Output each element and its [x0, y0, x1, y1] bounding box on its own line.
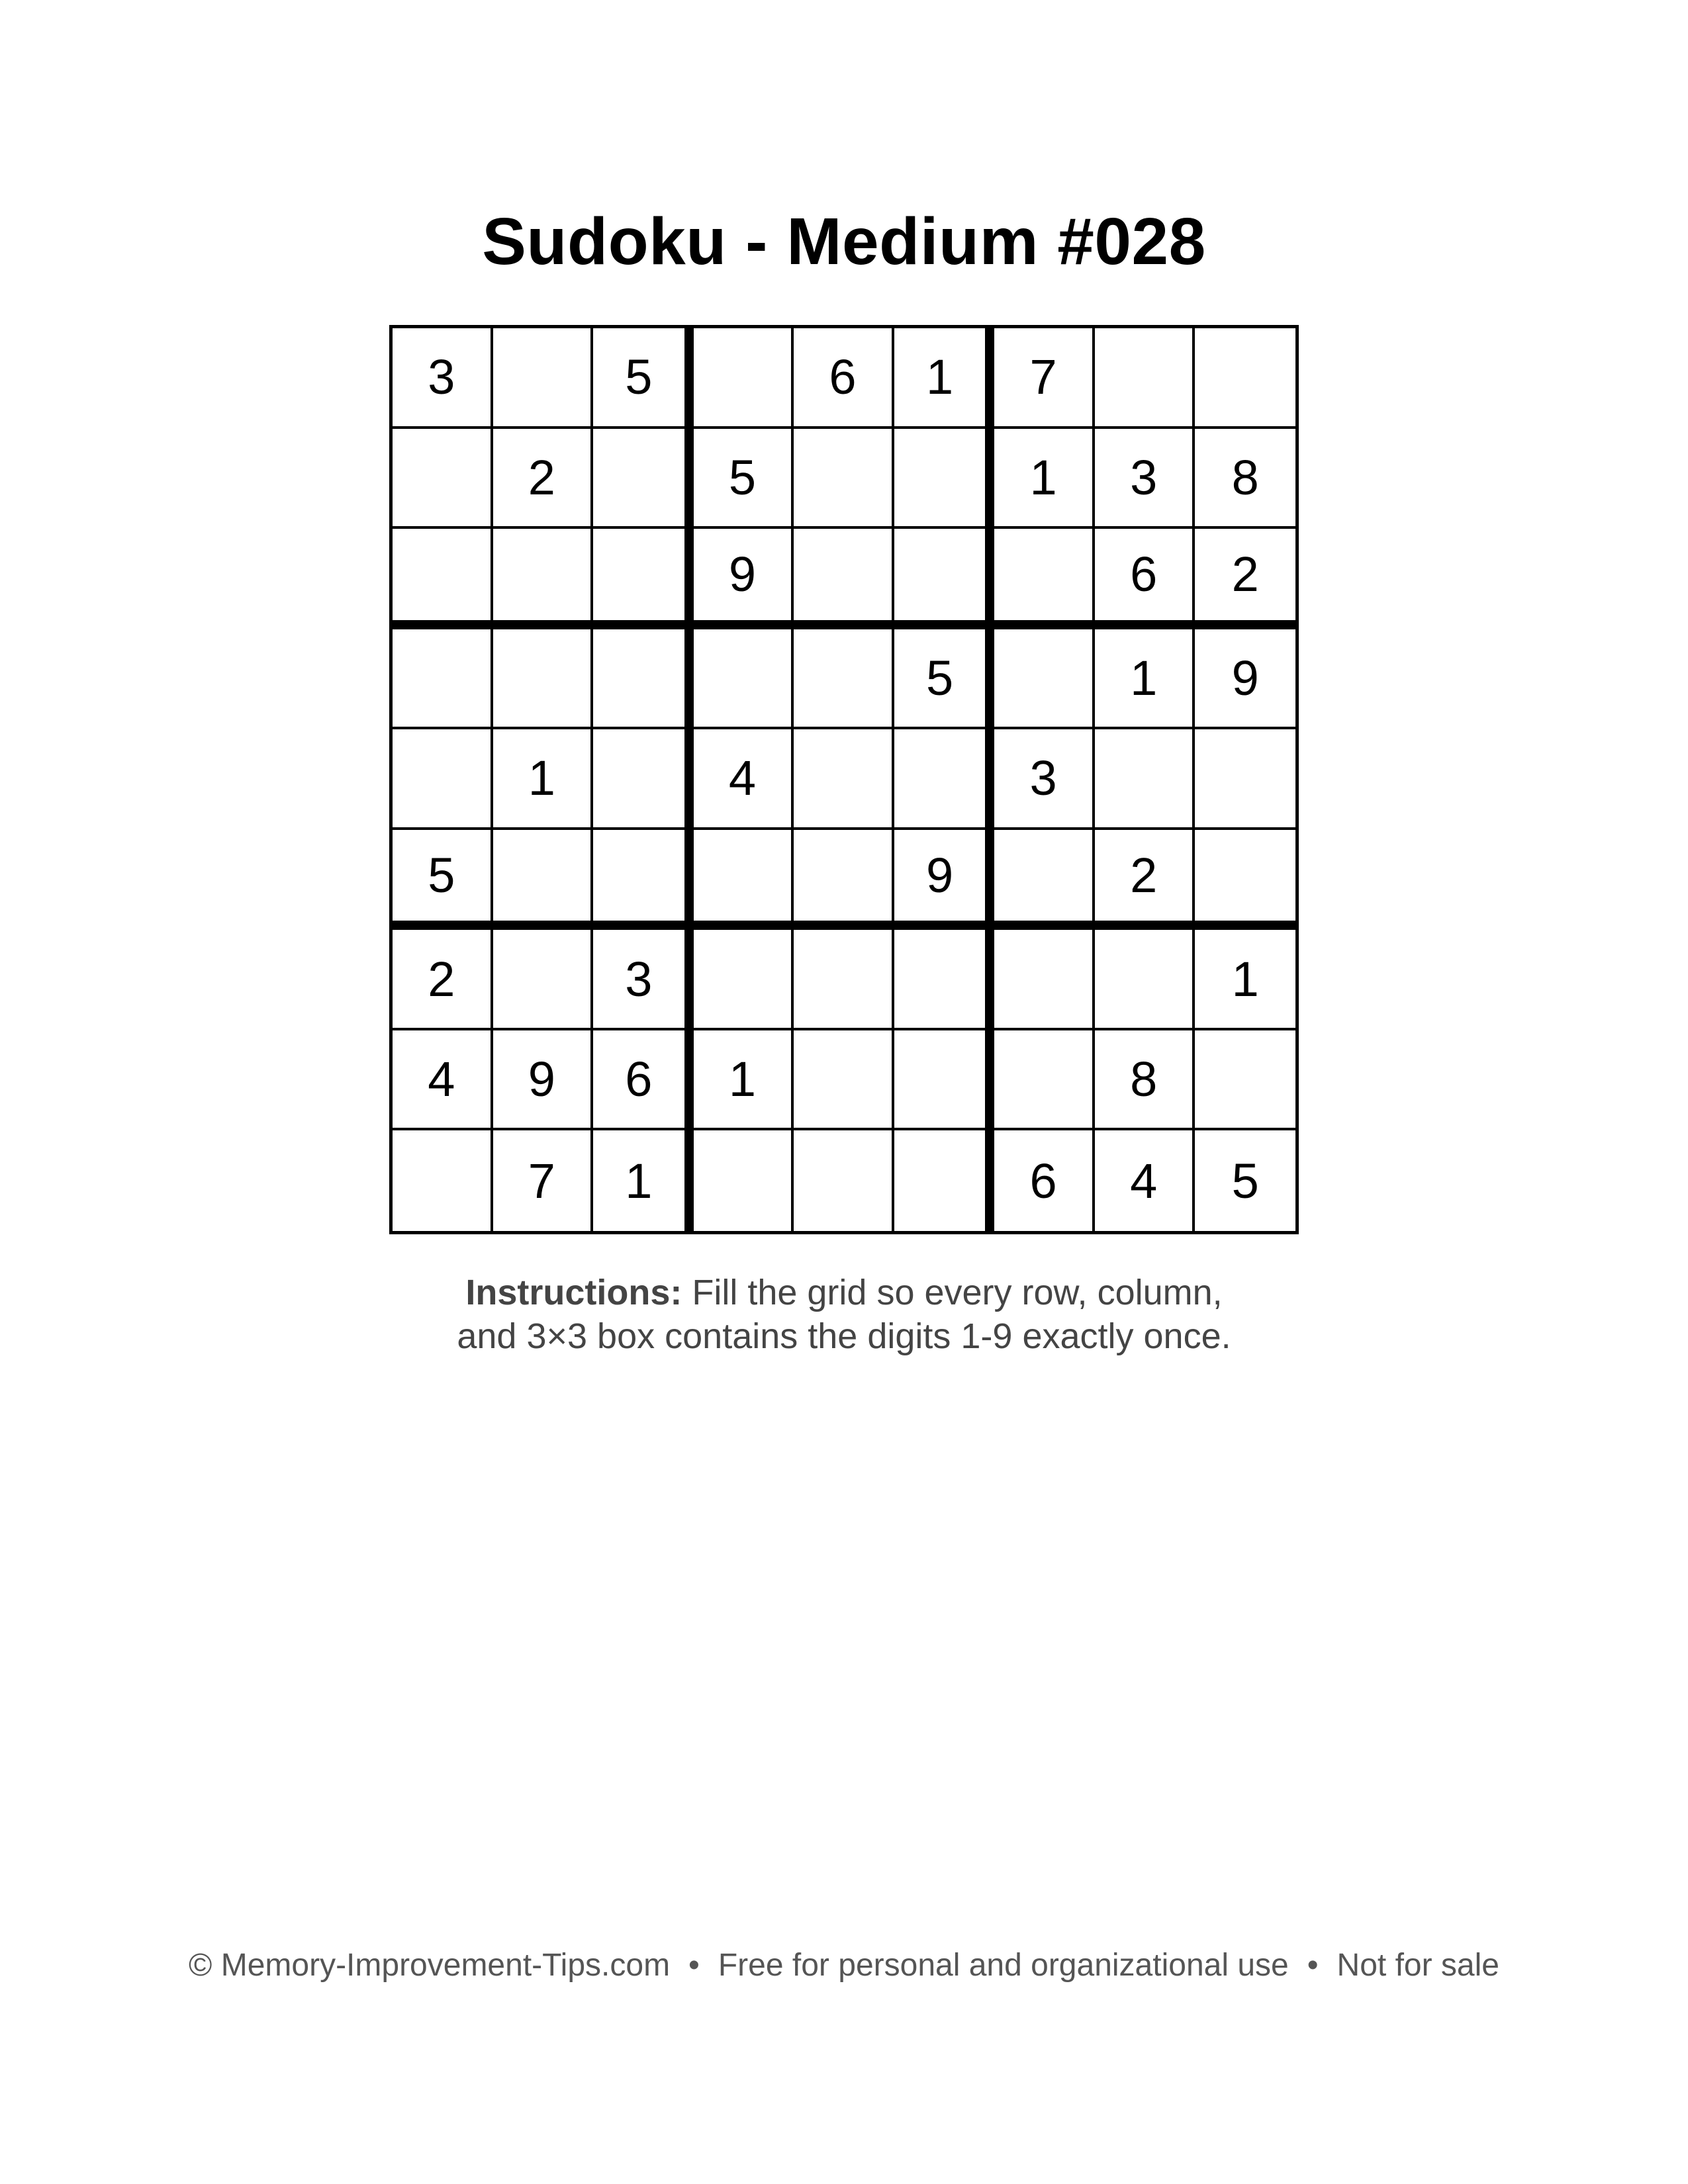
sudoku-cell[interactable]: 2 — [1095, 830, 1196, 931]
sudoku-cell[interactable]: 1 — [694, 1030, 794, 1131]
sudoku-cell[interactable] — [593, 629, 694, 730]
sudoku-cell[interactable]: 1 — [593, 1130, 694, 1231]
sudoku-grid — [389, 325, 1299, 1234]
sudoku-cell[interactable] — [1095, 328, 1196, 429]
sudoku-cell[interactable]: 4 — [1095, 1130, 1196, 1231]
sudoku-cell[interactable]: 3 — [1095, 429, 1196, 529]
sudoku-cell[interactable] — [794, 529, 894, 629]
instructions-label: Instructions: — [465, 1273, 682, 1312]
sudoku-cell[interactable] — [994, 1030, 1095, 1131]
sudoku-cell[interactable] — [994, 529, 1095, 629]
sudoku-cell[interactable] — [493, 328, 594, 429]
sudoku-cell[interactable] — [694, 830, 794, 931]
sudoku-cell[interactable] — [593, 529, 694, 629]
sudoku-cell[interactable]: 6 — [593, 1030, 694, 1131]
sudoku-cell[interactable] — [994, 930, 1095, 1030]
sudoku-cell[interactable]: 1 — [493, 729, 594, 830]
sudoku-cell[interactable]: 5 — [894, 629, 995, 730]
sudoku-cell[interactable] — [694, 328, 794, 429]
sudoku-cell[interactable] — [894, 429, 995, 529]
sudoku-cell[interactable] — [794, 1030, 894, 1131]
sudoku-cell[interactable] — [493, 629, 594, 730]
sudoku-cell[interactable] — [393, 729, 493, 830]
sudoku-cell[interactable] — [493, 529, 594, 629]
sudoku-cell[interactable]: 9 — [1195, 629, 1295, 730]
instructions-text-2: and 3×3 box contains the digits 1-9 exactly once. — [457, 1316, 1231, 1356]
sudoku-cell[interactable] — [1095, 930, 1196, 1030]
sudoku-cell[interactable] — [493, 930, 594, 1030]
sudoku-cell[interactable]: 4 — [393, 1030, 493, 1131]
sudoku-cell[interactable]: 5 — [393, 830, 493, 931]
sudoku-cell[interactable] — [794, 429, 894, 529]
sudoku-cell[interactable]: 8 — [1095, 1030, 1196, 1131]
sudoku-cell[interactable]: 8 — [1195, 429, 1295, 529]
sudoku-cell[interactable] — [694, 629, 794, 730]
sudoku-cell[interactable] — [794, 629, 894, 730]
footer — [0, 1946, 1688, 1985]
sudoku-cell[interactable] — [694, 1130, 794, 1231]
sudoku-cell[interactable]: 9 — [894, 830, 995, 931]
instructions-text-1: Fill the grid so every row, column, — [682, 1273, 1223, 1312]
sudoku-cell[interactable] — [794, 729, 894, 830]
sudoku-cell[interactable]: 6 — [794, 328, 894, 429]
sudoku-cell[interactable]: 9 — [493, 1030, 594, 1131]
sudoku-cell[interactable]: 1 — [1195, 930, 1295, 1030]
sudoku-cell[interactable]: 9 — [694, 529, 794, 629]
sudoku-cell[interactable] — [994, 629, 1095, 730]
sudoku-cell[interactable] — [794, 830, 894, 931]
sudoku-cell[interactable] — [794, 1130, 894, 1231]
sudoku-cell[interactable] — [894, 529, 995, 629]
sudoku-cell[interactable] — [994, 830, 1095, 931]
sudoku-cell[interactable] — [694, 930, 794, 1030]
sudoku-cell[interactable]: 4 — [694, 729, 794, 830]
page-title: Sudoku - Medium #028 — [482, 205, 1206, 279]
sudoku-cell[interactable] — [393, 529, 493, 629]
sudoku-cell[interactable] — [393, 629, 493, 730]
footer-usage: Free for personal and organizational use — [718, 1948, 1289, 1983]
sudoku-cell[interactable]: 2 — [393, 930, 493, 1030]
instructions-line-1 — [0, 1271, 1688, 1314]
sudoku-cell[interactable]: 1 — [1095, 629, 1196, 730]
sudoku-cell[interactable]: 7 — [994, 328, 1095, 429]
sudoku-cell[interactable] — [894, 1130, 995, 1231]
sudoku-cell[interactable] — [593, 830, 694, 931]
footer-separator: • — [1307, 1948, 1319, 1983]
sudoku-cell[interactable] — [1195, 328, 1295, 429]
footer-copyright: © Memory-Improvement-Tips.com — [189, 1948, 671, 1983]
sudoku-cell[interactable] — [593, 429, 694, 529]
sudoku-cell[interactable]: 1 — [894, 328, 995, 429]
sudoku-cell[interactable] — [894, 1030, 995, 1131]
sudoku-cell[interactable]: 6 — [994, 1130, 1095, 1231]
footer-not-for-sale: Not for sale — [1336, 1948, 1499, 1983]
sudoku-cell[interactable] — [1095, 729, 1196, 830]
sudoku-cell[interactable]: 5 — [1231, 1153, 1259, 1208]
sudoku-cell[interactable]: 5 — [593, 328, 694, 429]
sudoku-cell[interactable] — [894, 930, 995, 1030]
footer-separator: • — [688, 1948, 700, 1983]
sudoku-cell[interactable]: 3 — [994, 729, 1095, 830]
sudoku-cell[interactable]: 2 — [1195, 529, 1295, 629]
instructions — [0, 1271, 1688, 1358]
sudoku-cell[interactable]: 7 — [493, 1130, 594, 1231]
sudoku-cell[interactable] — [1195, 1030, 1295, 1131]
sudoku-cell[interactable]: 1 — [994, 429, 1095, 529]
sudoku-cell[interactable]: 3 — [593, 930, 694, 1030]
sudoku-cell[interactable] — [794, 930, 894, 1030]
sudoku-cell[interactable] — [1195, 729, 1295, 830]
sudoku-cell[interactable] — [493, 830, 594, 931]
sudoku-cell[interactable]: 3 — [393, 328, 493, 429]
sudoku-cell[interactable]: 2 — [493, 429, 594, 529]
sudoku-cell[interactable] — [894, 729, 995, 830]
sudoku-cell[interactable]: 5 — [694, 429, 794, 529]
sudoku-cell[interactable]: 6 — [1095, 529, 1196, 629]
sudoku-cell[interactable] — [1195, 830, 1295, 931]
sudoku-cell[interactable] — [393, 1130, 493, 1231]
sudoku-cell[interactable] — [393, 429, 493, 529]
sudoku-cell[interactable] — [593, 729, 694, 830]
